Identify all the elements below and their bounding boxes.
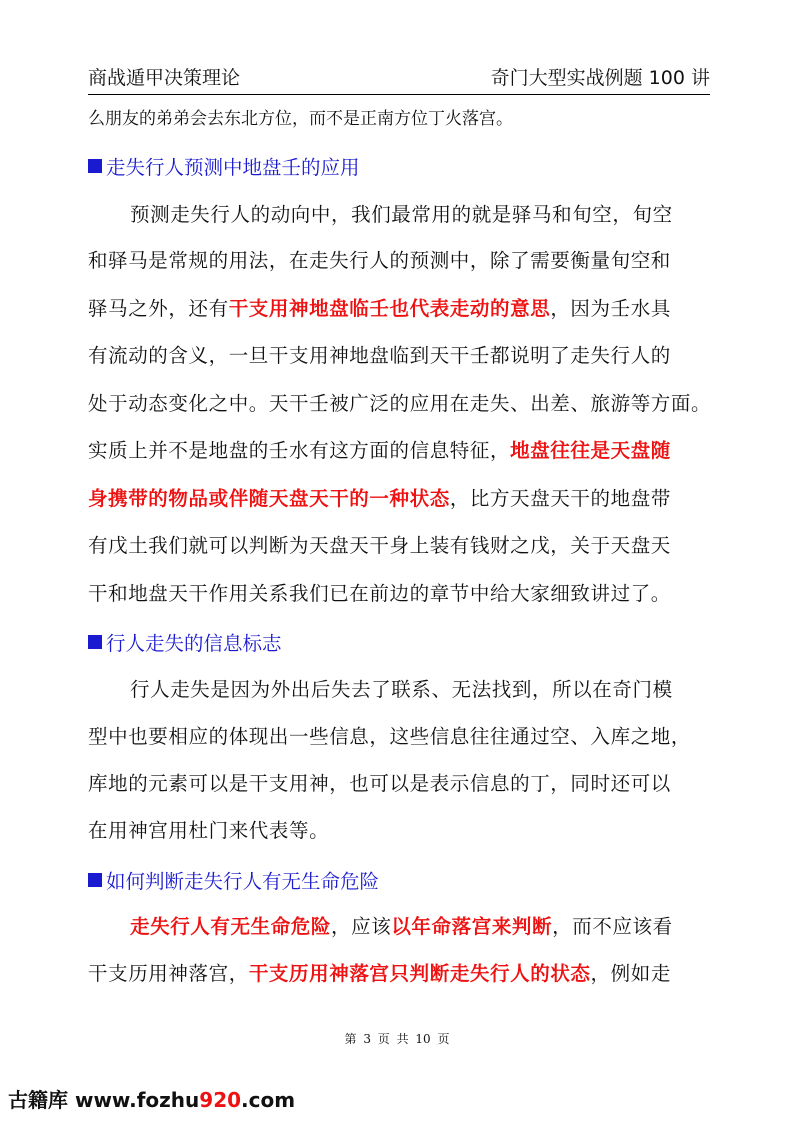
- paragraph-line: [88, 391, 712, 417]
- square-bullet-icon: [88, 635, 102, 649]
- paragraph-line: [88, 771, 712, 797]
- header-left-title: 商战遁甲决策理论: [88, 67, 241, 89]
- paragraph-line: [88, 486, 712, 512]
- body-text: 实质上并不是地盘的壬水有这方面的信息特征，: [88, 439, 511, 462]
- body-text: 和驿马是常规的用法，在走失行人的预测中，除了需要衡量旬空和: [88, 249, 671, 272]
- emphasis-text: 走失行人有无生命危险: [130, 915, 332, 938]
- header-right-title: 奇门大型实战例题 100 讲: [490, 67, 710, 89]
- section-heading: [88, 152, 360, 180]
- body-text: ，例如走: [590, 962, 671, 985]
- intro-line: 么朋友的弟弟会去东北方位，而不是正南方位丁火落宫。: [88, 109, 513, 129]
- body-text: ，应该: [331, 915, 392, 938]
- paragraph-line: [88, 818, 712, 844]
- paragraph-line: [88, 724, 712, 750]
- body-text: 有流动的含义，一旦干支用神地盘临到天干壬都说明了走失行人的: [88, 344, 671, 367]
- section-heading-text: 行人走失的信息标志: [106, 632, 282, 655]
- watermark-url: www.fozhu920.com: [74, 1088, 296, 1112]
- body-text: 有戊土我们就可以判断为天盘天干身上装有钱财之戊，关于天盘天: [88, 534, 671, 557]
- body-text: 预测走失行人的动向中，我们最常用的就是驿马和旬空，旬空: [130, 203, 673, 226]
- page-header: [88, 64, 710, 95]
- paragraph-line: [88, 581, 712, 607]
- body-text: ，而不应该看: [552, 915, 673, 938]
- paragraph-line: [130, 914, 712, 940]
- page-number: 第 3 页 共 10 页: [344, 1032, 450, 1046]
- body-text: 处于动态变化之中。天干壬被广泛的应用在走失、出差、旅游等方面。: [88, 392, 712, 415]
- paragraph-line: [88, 296, 712, 322]
- body-text: 干和地盘天干作用关系我们已在前边的章节中给大家细致讲过了。: [88, 582, 671, 605]
- section-heading-text: 如何判断走失行人有无生命危险: [106, 870, 380, 893]
- square-bullet-icon: [88, 873, 102, 887]
- section-heading: [88, 628, 282, 656]
- square-bullet-icon: [88, 159, 102, 173]
- emphasis-text: 身携带的物品或伴随天盘天干的一种状态: [88, 487, 450, 510]
- emphasis-text: 以年命落宫来判断: [391, 915, 553, 938]
- paragraph-line: [88, 438, 712, 464]
- paragraph-line: [130, 202, 712, 228]
- body-text: 行人走失是因为外出后失去了联系、无法找到，所以在奇门模: [130, 678, 673, 701]
- paragraph-line: [88, 248, 712, 274]
- body-text: ，比方天盘天干的地盘带: [449, 487, 671, 510]
- body-text: 库地的元素可以是干支用神，也可以是表示信息的丁，同时还可以: [88, 772, 671, 795]
- body-text: 在用神宫用杜门来代表等。: [88, 819, 330, 842]
- paragraph-line: [88, 343, 712, 369]
- section-heading-text: 走失行人预测中地盘壬的应用: [106, 156, 360, 179]
- body-text: 驿马之外，还有: [88, 297, 229, 320]
- body-text: 干支历用神落宫，: [88, 962, 249, 985]
- body-text: 型中也要相应的体现出一些信息，这些信息往往通过空、入库之地，: [88, 725, 692, 748]
- watermark-brand: 古籍库: [8, 1088, 68, 1112]
- paragraph-line: [88, 961, 712, 987]
- body-text: ，因为壬水具: [550, 297, 671, 320]
- paragraph-line: [130, 677, 712, 703]
- emphasis-text: 干支用神地盘临壬也代表走动的意思: [228, 297, 551, 320]
- emphasis-text: 干支历用神落宫只判断走失行人的状态: [248, 962, 591, 985]
- watermark: [8, 1084, 295, 1113]
- paragraph-line: [88, 533, 712, 559]
- section-heading: [88, 866, 379, 894]
- emphasis-text: 地盘往往是天盘随: [510, 439, 671, 462]
